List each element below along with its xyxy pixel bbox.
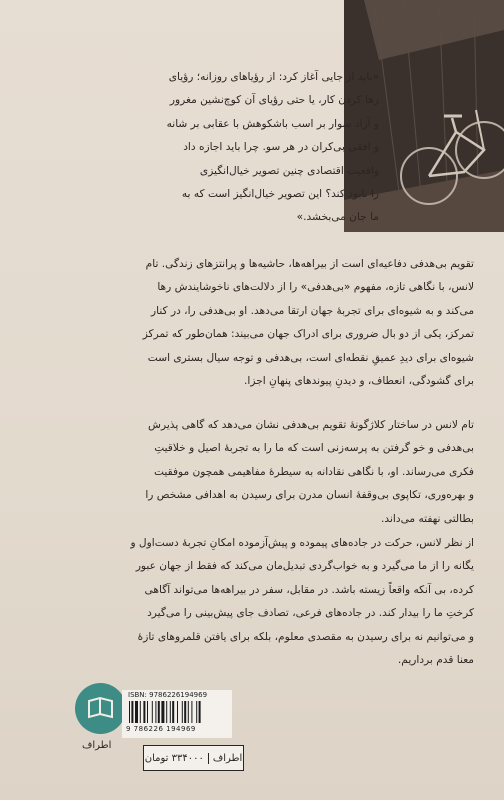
- book-icon: [75, 683, 126, 734]
- quote-line: «باید از جایی آغاز کرد: از رؤیاهای روزانه؛ رؤیای: [168, 71, 379, 83]
- paragraph-line: و می‌توانیم نه برای رسیدن به مقصدی معلوم، بلکه برای یافتن قلمروهای تازهٔ: [137, 630, 474, 643]
- paragraph-line: لانس، با نگاهی تازه، مفهوم «بی‌هدفی» را از دلالت‌های ناخوشایندش رها: [157, 281, 474, 294]
- barcode-bar: [196, 701, 197, 723]
- barcode-bar: [129, 701, 130, 723]
- paragraph-line: از نظر لانس، حرکت در جاده‌های پیموده و پیش‌آزموده امکانِ تجربهٔ دست‌اول و: [130, 537, 474, 549]
- quote-line: و آزاد سوار بر اسب باشکوهش با عقابی بر شانه: [166, 117, 379, 130]
- paragraph-line: تقویم بی‌هدفی دفاعیه‌ای است از بیراهه‌ها، حاشیه‌ها و پرانتزهای زندگی. تام: [145, 258, 474, 270]
- quote-line: و افقی بی‌کران در هر سو. چرا باید اجازه داد: [183, 141, 379, 154]
- isbn-digits: 9 786226 194969: [126, 725, 196, 733]
- price-box: [143, 745, 244, 771]
- barcode-bar: [155, 701, 156, 723]
- paragraph-line: می‌کند و به شیوه‌ای برای تجربهٔ جهان ارتقا می‌دهد. او بی‌هدفی را، در کنار: [151, 304, 474, 317]
- barcode-bar: [152, 701, 153, 723]
- paragraph-line: معنا قدم برداریم.: [397, 654, 474, 667]
- description-paragraph-3: [22, 532, 474, 672]
- barcode-bar: [135, 701, 138, 723]
- quote-line: ما جان می‌بخشد.»: [296, 211, 379, 224]
- paragraph-line: شیوه‌ای برای دیدِ عمیقِ نقطه‌ای است، بی‌هدفی و توجه سیال بستری است: [147, 351, 474, 364]
- barcode-bar: [188, 701, 189, 723]
- quote-line: رها کردن کار، یا حتی رؤیای آن کوچ‌نشین مغرور: [169, 94, 379, 107]
- paragraph-line: کرده، بی آنکه واقعاً زیسته باشد. در مقابل، سفر در بیراهه‌ها می‌تواند آگاهی: [144, 583, 474, 596]
- barcode-bar: [161, 701, 164, 723]
- quote-line: واقعیت اقتصادی چنین تصویر خیال‌انگیزی: [199, 164, 379, 177]
- paragraph-line: و بهره‌وری، تکاپوی بی‌وقفهٔ انسان مدرن برای رسیدن به اهدافی مشخص را: [145, 489, 474, 502]
- barcode-bar: [140, 701, 141, 723]
- barcode-bar: [147, 701, 148, 723]
- barcode-bars: [129, 701, 227, 723]
- barcode-bar: [143, 701, 145, 723]
- barcode-bar: [172, 701, 174, 723]
- paragraph-line: تام لانس در ساختار کلاژگونهٔ تقویم بی‌هدفی نشان می‌دهد که گاهی پذیرش: [148, 419, 474, 431]
- barcode-bar: [170, 701, 171, 723]
- quote-line: را نابود کند؟ این تصویر خیال‌انگیز است که به: [181, 188, 379, 201]
- paragraph-line: کرختِ ما را بیدار کند. در جاده‌های فرعی، تصادف جای پیش‌بینی را می‌گیرد: [147, 607, 474, 620]
- price-value: ۳۳۴۰۰۰ تومان: [144, 752, 204, 764]
- description-paragraph-1: [22, 253, 474, 393]
- barcode-bar: [166, 701, 167, 723]
- barcode-bar: [191, 701, 192, 723]
- paragraph-line: فکری می‌رساند. او، با نگاهی نقادانه به سیطرهٔ مفاهیمی همچون موفقیت: [153, 465, 474, 478]
- barcode-bar: [184, 701, 186, 723]
- paragraph-line: بطالتی نهفته می‌داند.: [381, 512, 474, 525]
- paragraph-line: برای گشودگی، انعطاف، و دیدنِ پیوندهای پنهانِ اجزا.: [244, 375, 474, 388]
- barcode-bar: [177, 701, 178, 723]
- barcode-bar: [182, 701, 183, 723]
- publisher-logo-label: اطراف: [82, 740, 112, 751]
- barcode-bar: [158, 701, 160, 723]
- price-publisher: اطراف: [208, 753, 242, 764]
- barcode-bar: [199, 701, 201, 723]
- paragraph-line: بی‌هدفی و خو گرفتن به پرسه‌زنی است که ما را به تجربهٔ اصیل و خلاقیتِ: [154, 442, 474, 455]
- paragraph-line: تمرکز، یکی از دو بال ضروری برای ادراک جهان می‌بیند: همان‌طور که تمرکز: [142, 328, 474, 341]
- barcode-bar: [131, 701, 133, 723]
- description-paragraph-2: [22, 414, 474, 531]
- isbn-label: ISBN: 9786226194969: [128, 691, 208, 699]
- publisher-logo: [75, 683, 126, 734]
- paragraph-line: یگانه را از ما می‌گیرد و به خواب‌گردی تبدیل‌مان می‌کند که فقط از جهان عبور: [135, 560, 474, 573]
- epigraph-quote: [61, 66, 379, 230]
